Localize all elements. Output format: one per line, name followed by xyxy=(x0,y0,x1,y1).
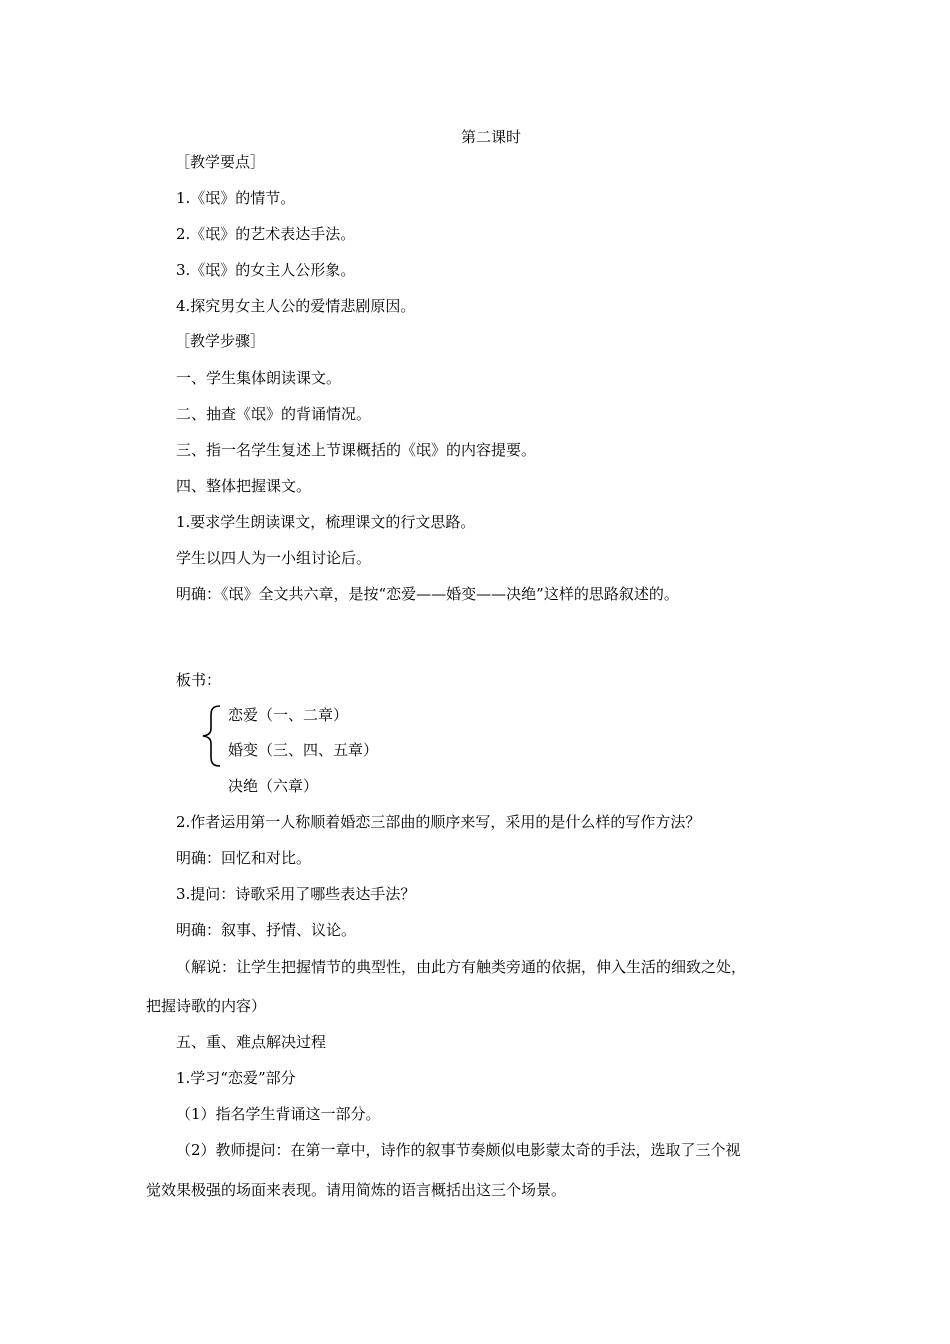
paragraph: （1）指名学生背诵这一部分。 xyxy=(176,1105,381,1123)
board-item: 恋爱（一、二章） xyxy=(228,706,349,724)
paragraph: 2.作者运用第一人称顺着婚恋三部曲的顺序来写，采用的是什么样的写作方法？ xyxy=(176,813,701,831)
paragraph: 1.学习“恋爱”部分 xyxy=(176,1069,296,1087)
paragraph: 3.提问：诗歌采用了哪些表达手法？ xyxy=(176,885,416,903)
paragraph: 明确：回忆和对比。 xyxy=(176,849,312,867)
board-label: 板书： xyxy=(176,671,222,689)
paragraph: 五、重、难点解决过程 xyxy=(176,1033,327,1051)
step-item: 二、抽查《氓》的背诵情况。 xyxy=(176,405,372,423)
board-item: 婚变（三、四、五章） xyxy=(228,741,379,759)
paragraph: 明确：叙事、抒情、议论。 xyxy=(176,921,357,939)
section-heading-steps: ［教学步骤］ xyxy=(175,332,266,350)
point-item: 4.探究男女主人公的爱情悲剧原因。 xyxy=(176,297,416,315)
step-item: 一、学生集体朗读课文。 xyxy=(176,369,342,387)
curly-brace-icon xyxy=(200,704,224,768)
question-line: 觉效果极强的场面来表现。请用简炼的语言概括出这三个场景。 xyxy=(146,1181,567,1199)
question-line: （2）教师提问：在第一章中，诗作的叙事节奏颇似电影蒙太奇的手法，选取了三个视 xyxy=(176,1141,741,1159)
step-item: 三、指一名学生复述上节课概括的《氓》的内容提要。 xyxy=(176,441,537,459)
step-item: 明确：《氓》全文共六章，是按“恋爱——婚变——决绝”这样的思路叙述的。 xyxy=(176,585,679,603)
explain-note-line: （解说：让学生把握情节的典型性，由此方有触类旁通的依据，伸入生活的细致之处， xyxy=(176,958,747,976)
point-item: 3.《氓》的女主人公形象。 xyxy=(176,261,356,279)
board-item: 决绝（六章） xyxy=(228,777,319,795)
step-item: 四、整体把握课文。 xyxy=(176,477,312,495)
explain-note-line: 把握诗歌的内容） xyxy=(146,997,267,1015)
point-item: 2.《氓》的艺术表达手法。 xyxy=(176,225,356,243)
page-title: 第二课时 xyxy=(460,128,521,146)
step-item: 学生以四人为一小组讨论后。 xyxy=(176,549,372,567)
section-heading-points: ［教学要点］ xyxy=(175,153,266,171)
step-item: 1.要求学生朗读课文，梳理课文的行文思路。 xyxy=(176,513,476,531)
point-item: 1.《氓》的情节。 xyxy=(176,189,296,207)
